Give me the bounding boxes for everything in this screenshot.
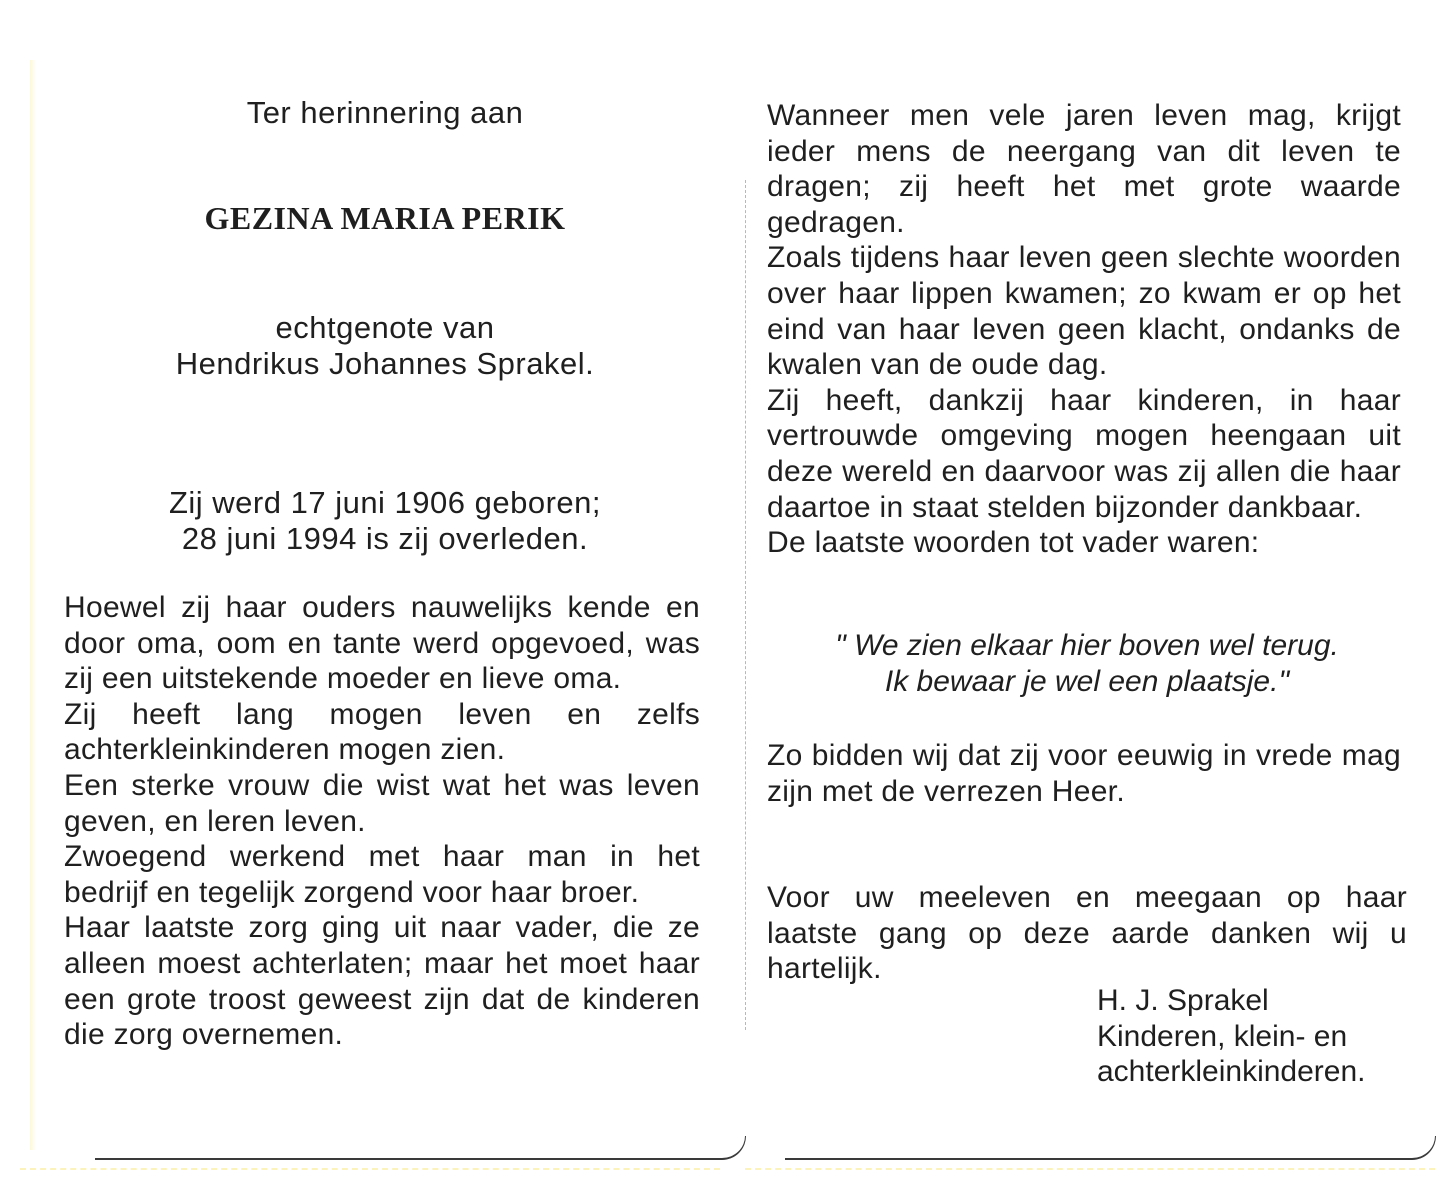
spouse-name: Hendrikus Johannes Sprakel.: [175, 346, 595, 381]
reflection-text: [767, 98, 1401, 561]
card-edge: [95, 1136, 746, 1160]
biography-paragraph: Zij heeft lang mogen leven en zelfs achterkleinkinderen mogen zien.: [64, 697, 700, 767]
reflection-paragraph: Wanneer men vele jaren leven mag, krijgt ieder mens de neergang van dit leven te dragen; zij heeft het met grote waarde gedragen.: [767, 99, 1401, 239]
reflection-paragraph: Zoals tijdens haar leven geen slechte woorden over haar lippen kwamen; zo kwam er op het eind van haar leven geen klacht, ondanks de kwalen van de oude dag.: [767, 241, 1401, 382]
left-card-page: [40, 40, 740, 1160]
scan-bottom-mark-right: [745, 1168, 1435, 1170]
scan-edge: [30, 60, 36, 1150]
signature-line: H. J. Sprakel: [1097, 984, 1269, 1017]
life-dates: [40, 485, 730, 557]
biography-paragraph: Hoewel zij haar ouders nauwelijks kende en door oma, oom en tante werd opgevoed, was zij een uitstekende moeder en lieve oma.: [64, 591, 700, 696]
biography-text: [64, 590, 700, 1053]
biography-paragraph: Zwoegend werkend met haar man in het bedrijf en tegelijk zorgend voor haar broer.: [64, 840, 700, 909]
biography-paragraph: Haar laatste zorg ging uit naar vader, die ze alleen moest achterlaten; maar het moet haar een grote troost geweest zijn dat de kinderen die zorg overnemen.: [64, 911, 700, 1052]
memorial-intro: Ter herinnering aan: [246, 95, 524, 130]
last-words-quote: [767, 628, 1407, 700]
prayer-text: Zo bidden wij dat zij voor eeuwig in vrede mag zijn met de verrezen Heer.: [767, 739, 1401, 808]
card-edge: [785, 1136, 1436, 1160]
signature-line: Kinderen, klein- en: [1097, 1019, 1348, 1053]
right-card-page: [745, 40, 1435, 1160]
quote-line: Ik bewaar je wel een plaatsje.": [884, 665, 1290, 698]
birth-date-line: Zij werd 17 juni 1906 geboren;: [168, 485, 602, 520]
spouse-prefix: echtgenote van: [275, 310, 495, 345]
deceased-name: GEZINA MARIA PERIK: [204, 200, 566, 236]
biography-paragraph: Een sterke vrouw die wist wat het was leven geven, en leren leven.: [64, 768, 700, 838]
signature-block: [1097, 983, 1366, 1090]
quote-line: " We zien elkaar hier boven wel terug.: [835, 629, 1339, 662]
reflection-paragraph: Zij heeft, dankzij haar kinderen, in haar vertrouwde omgeving mogen heengaan uit deze wereld en daarvoor was zij allen die haar daartoe in staat stelden bijzonder dankbaar.: [767, 383, 1401, 524]
reflection-paragraph: De laatste woorden tot vader waren:: [767, 526, 1260, 560]
scan-bottom-mark-left: [20, 1168, 720, 1170]
spouse-block: [40, 310, 730, 382]
death-date-line: 28 juni 1994 is zij overleden.: [181, 521, 589, 556]
signature-line: achterkleinkinderen.: [1097, 1055, 1366, 1089]
thanks-text: Voor uw meeleven en meegaan op haar laatste gang op deze aarde danken wij u hartelijk.: [767, 881, 1407, 986]
